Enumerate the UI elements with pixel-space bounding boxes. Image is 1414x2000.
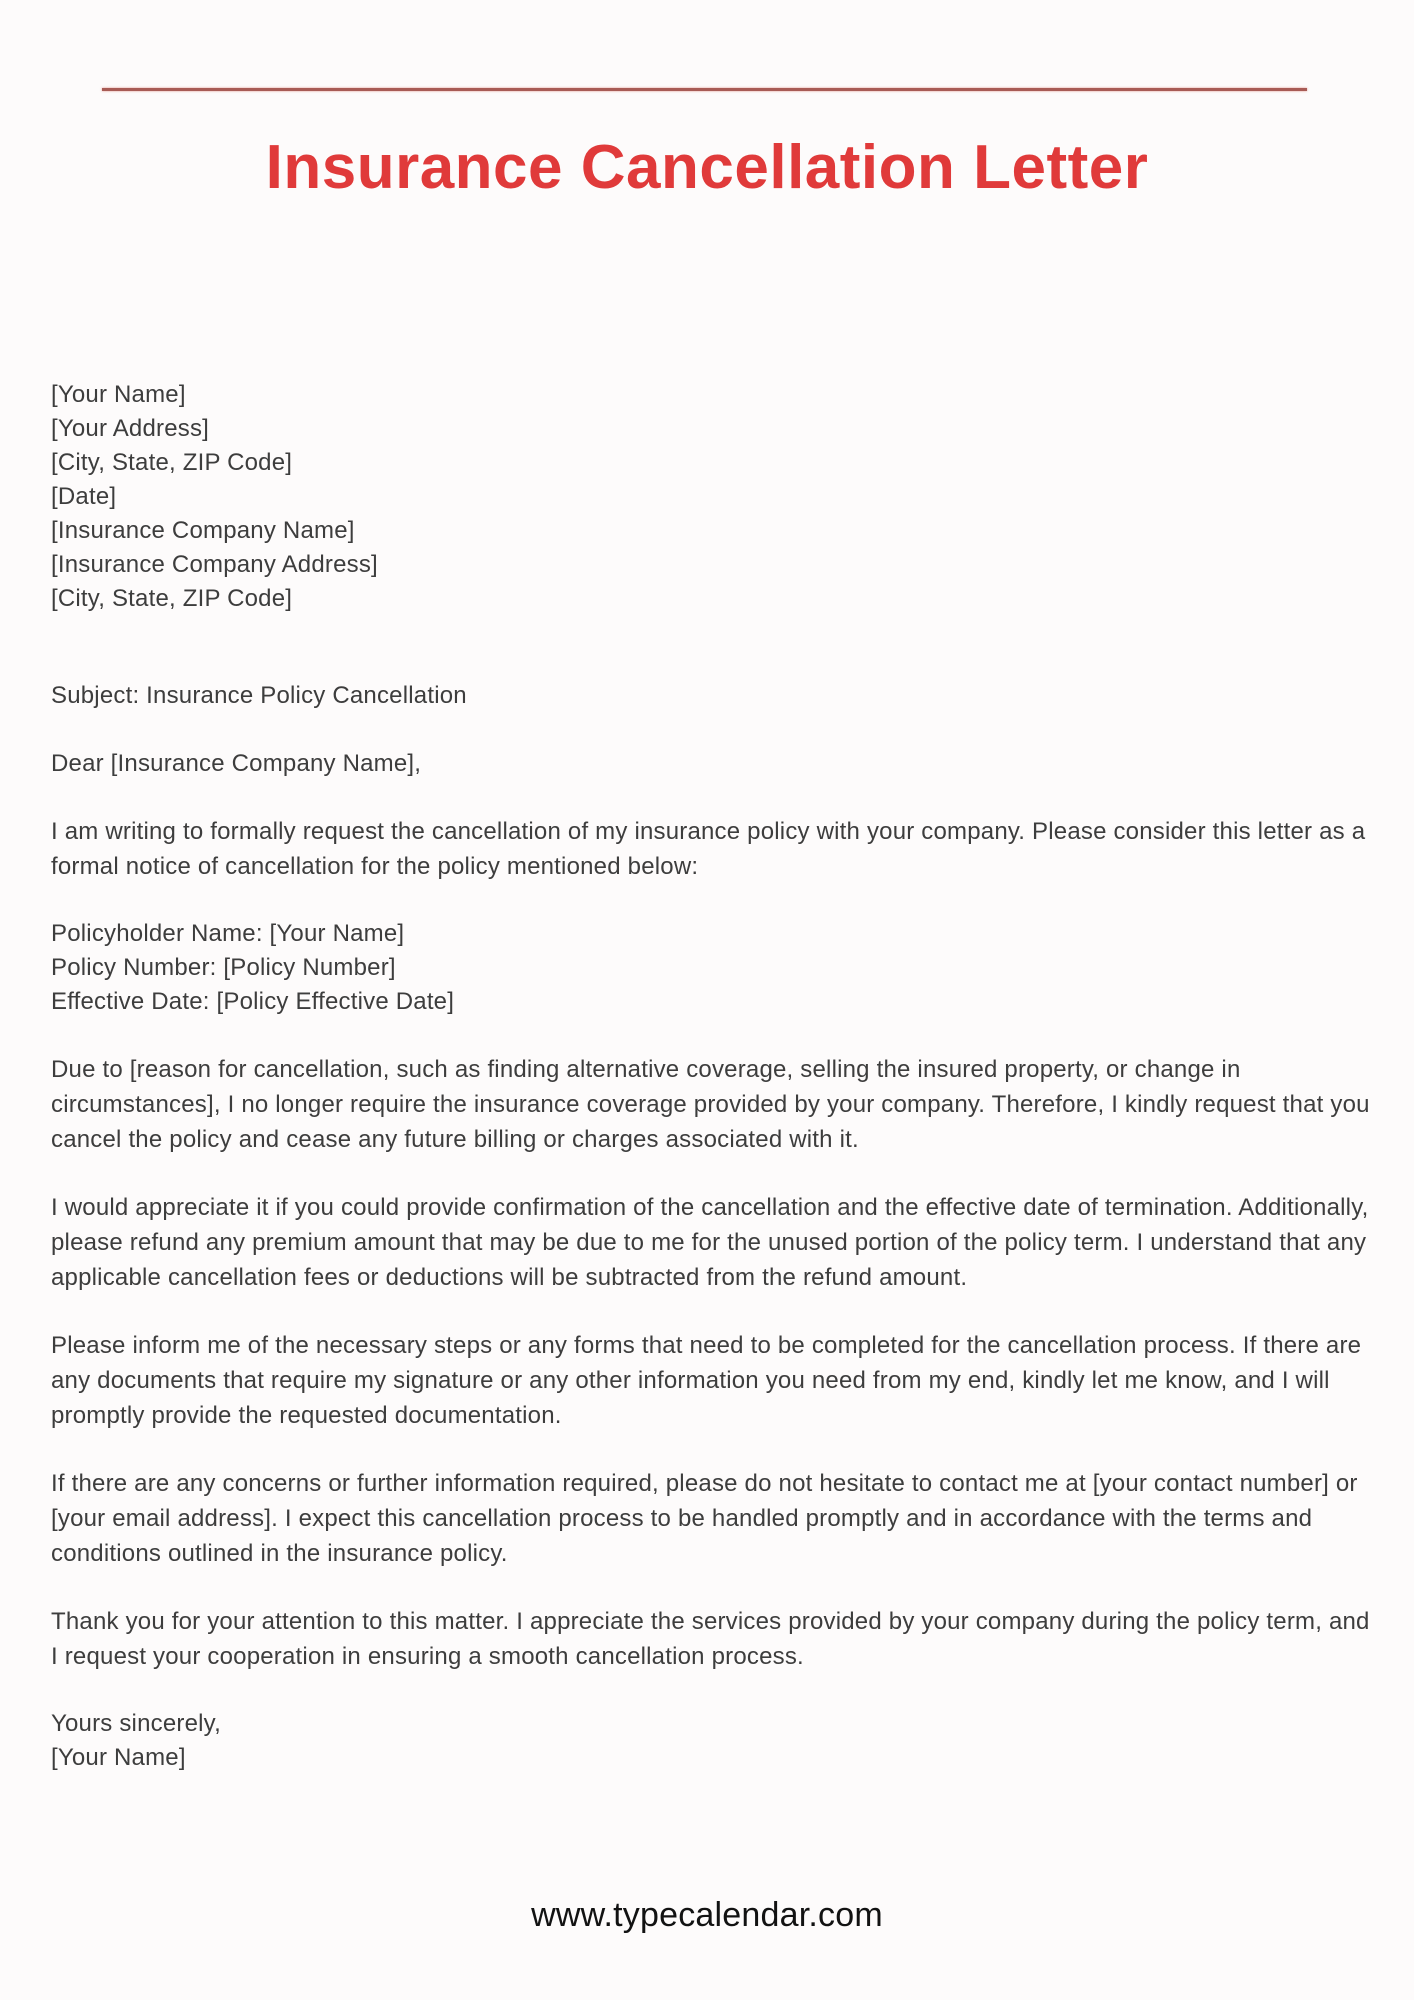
subject-line: Subject: Insurance Policy Cancellation (51, 682, 467, 709)
paragraph-refund: I would appreciate it if you could provide confirmation of the cancellation and the effective date of termination. Additionally, please refund any premium amount that may be due to me for the unused portion of the policy term. I understand that any applicable cancellation fees or deductions will be subtracted from the refund amount. (51, 1194, 1369, 1291)
policy-details-block (51, 917, 1373, 1019)
paragraph-thanks: Thank you for your attention to this matter. I appreciate the services provided by your company during the policy term, and I request your cooperation in ensuring a smooth cancellation process. (51, 1608, 1370, 1670)
sender-city-line: [City, State, ZIP Code] (51, 449, 293, 476)
paragraph-reason: Due to [reason for cancellation, such as finding alternative coverage, selling the insured property, or change in circumstances], I no longer require the insurance coverage provided by your company. Therefore, I kindly request that you cancel the policy and cease any future billing or charges associated with it. (51, 1056, 1370, 1153)
effective-date-line: Effective Date: [Policy Effective Date] (51, 988, 455, 1015)
closing-block (51, 1707, 1373, 1775)
policyholder-name-line: Policyholder Name: [Your Name] (51, 920, 405, 947)
date-line: [Date] (51, 483, 117, 510)
footer-url: www.typecalendar.com (531, 1896, 883, 1934)
salutation-line: Dear [Insurance Company Name], (51, 750, 422, 777)
paragraph-intro: I am writing to formally request the cancellation of my insurance policy with your company. Please consider this letter as a formal notice of cancellation for the policy mentioned below: (51, 818, 1366, 880)
paragraph-process: Please inform me of the necessary steps or any forms that need to be completed for the cancellation process. If there are any documents that require my signature or any other information you need from my end, kindly let me know, and I will promptly provide the requested documentation. (51, 1332, 1362, 1429)
closing-line: Yours sincerely, (51, 1710, 221, 1737)
policy-number-line: Policy Number: [Policy Number] (51, 954, 396, 981)
header-divider-line (102, 88, 1307, 91)
company-city-line: [City, State, ZIP Code] (51, 585, 293, 612)
page-title: Insurance Cancellation Letter (265, 133, 1149, 202)
paragraph-contact: If there are any concerns or further information required, please do not hesitate to contact me at [your contact number] or [your email address]. I expect this cancellation process to be handled promptly and in accordance with the terms and conditions outlined in the insurance policy. (51, 1470, 1358, 1567)
company-address-line: [Insurance Company Address] (51, 551, 378, 578)
signature-line: [Your Name] (51, 1744, 186, 1771)
company-name-line: [Insurance Company Name] (51, 517, 355, 544)
letter-body (51, 378, 1373, 1775)
sender-address-line: [Your Address] (51, 415, 210, 442)
sender-block (51, 378, 1373, 616)
sender-name-line: [Your Name] (51, 381, 186, 408)
